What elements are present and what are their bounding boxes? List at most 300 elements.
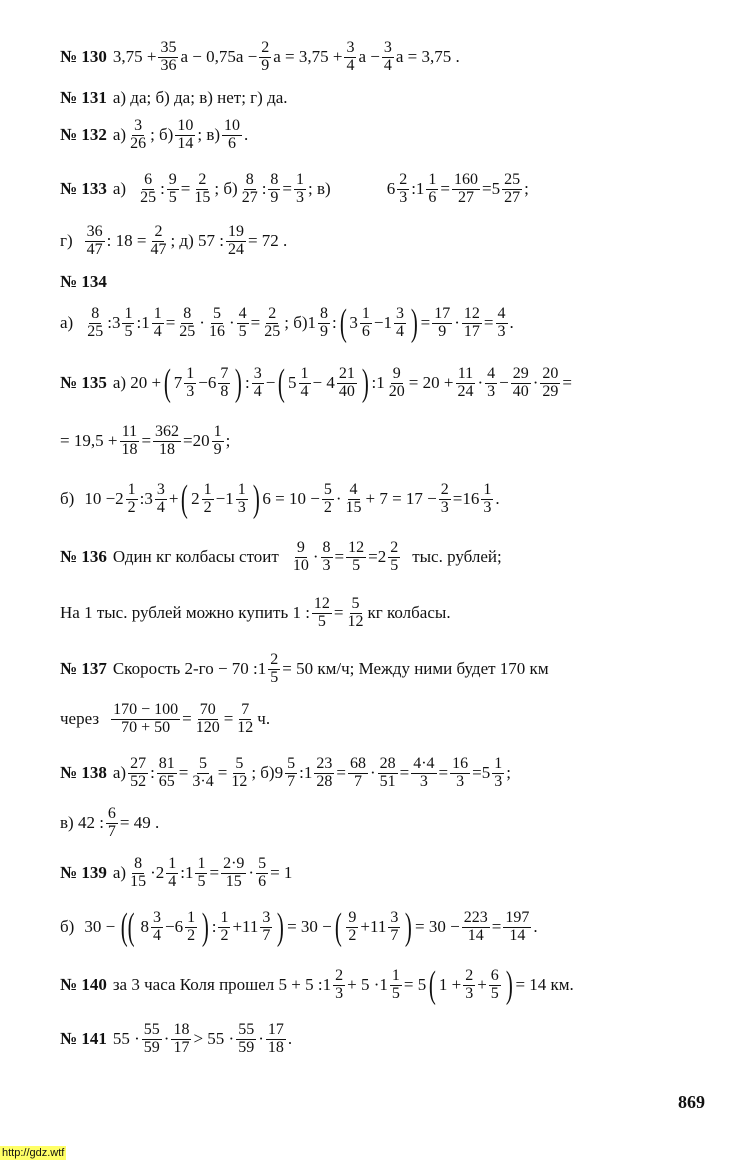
whole-part: 5 xyxy=(491,179,501,199)
text-run: : 18 = xyxy=(106,231,147,251)
denominator: 27 xyxy=(504,188,521,206)
solution-line xyxy=(60,172,713,207)
text-run: · xyxy=(312,547,319,567)
denominator: 70 + 50 xyxy=(121,718,171,736)
text-run: : xyxy=(245,373,250,393)
text-run: · xyxy=(335,489,342,509)
mixed-number xyxy=(370,910,402,945)
numerator: 23 xyxy=(316,755,333,772)
denominator: 6 xyxy=(228,134,237,152)
numerator: 17 xyxy=(267,1021,284,1038)
fraction xyxy=(128,118,148,153)
denominator: 3·4 xyxy=(192,772,214,790)
numerator: 12 xyxy=(463,305,480,322)
text-run: ; в) xyxy=(197,125,221,145)
fraction xyxy=(322,482,334,517)
denominator: 14 xyxy=(467,926,484,944)
mixed-number xyxy=(175,910,200,945)
text-run: − xyxy=(265,373,276,393)
fraction xyxy=(432,306,452,341)
denominator: 9 xyxy=(320,322,329,340)
mixed-number xyxy=(112,306,137,341)
text-run: ; в) xyxy=(308,179,331,199)
text-run: + xyxy=(360,917,371,937)
fraction xyxy=(333,968,345,1003)
denominator: 4 xyxy=(253,382,262,400)
numerator: 5 xyxy=(258,855,267,872)
text-run: = xyxy=(482,179,492,199)
text-run: = xyxy=(141,431,152,451)
mixed-number xyxy=(193,424,226,459)
fraction xyxy=(192,172,212,207)
whole-part: 6 xyxy=(174,917,184,937)
text-run: · xyxy=(532,373,539,393)
text-run: . xyxy=(287,1029,293,1049)
numerator: 1 xyxy=(361,305,370,322)
text-run: + xyxy=(168,489,179,509)
mixed-number xyxy=(191,482,216,517)
mixed-number xyxy=(416,172,441,207)
fraction xyxy=(236,482,248,517)
numerator: 1 xyxy=(494,755,503,772)
text-run: ; б) xyxy=(284,313,308,333)
text-run: : xyxy=(261,179,267,199)
text-run: б) xyxy=(60,917,75,937)
mixed-number xyxy=(379,968,404,1003)
whole-part: 3 xyxy=(349,313,358,333)
denominator: 7 xyxy=(262,926,271,944)
denominator: 3 xyxy=(494,772,503,790)
fraction xyxy=(260,910,272,945)
solution-line xyxy=(60,118,713,153)
fraction xyxy=(346,910,358,945)
solution-line xyxy=(60,596,713,631)
whole-part: 2 xyxy=(377,547,387,567)
fraction xyxy=(195,856,207,891)
text-run: : xyxy=(136,313,142,333)
whole-part: 1 xyxy=(141,313,150,333)
denominator: 5 xyxy=(391,984,400,1002)
fraction xyxy=(337,366,357,401)
fraction xyxy=(348,756,368,791)
whole-part: 20 xyxy=(192,431,210,451)
denominator: 3 xyxy=(456,772,465,790)
big-parenthesis: ) xyxy=(361,362,369,405)
numerator: 3 xyxy=(152,909,161,926)
numerator: 3 xyxy=(396,305,404,322)
fraction xyxy=(390,968,402,1003)
whole-part: 1 xyxy=(415,179,425,199)
fraction xyxy=(166,856,178,891)
text-run: a − xyxy=(358,47,380,67)
fraction xyxy=(360,306,372,341)
numerator: 1 xyxy=(428,171,437,188)
exercise-number: № 138 xyxy=(60,763,107,783)
numerator: 4 xyxy=(349,481,358,498)
text-run: 1 + xyxy=(438,975,462,995)
text-run: − xyxy=(499,373,509,393)
text-run: за 3 часа Коля прошел 5 + 5 : xyxy=(112,975,323,995)
denominator: 59 xyxy=(238,1038,255,1056)
denominator: 17 xyxy=(463,322,480,340)
denominator: 18 xyxy=(121,440,138,458)
fraction xyxy=(111,702,180,737)
denominator: 15 xyxy=(225,872,242,890)
denominator: 40 xyxy=(338,382,355,400)
text-run: = xyxy=(209,863,220,883)
mixed-number xyxy=(349,306,374,341)
numerator: 1 xyxy=(124,305,133,322)
denominator: 14 xyxy=(509,926,526,944)
whole-part: 5 xyxy=(288,373,297,393)
exercise-number: № 135 xyxy=(60,373,107,393)
numerator: 8 xyxy=(270,171,279,188)
numerator: 1 xyxy=(186,365,195,382)
fraction xyxy=(462,910,490,945)
exercise-number: № 133 xyxy=(60,179,107,199)
denominator: 12 xyxy=(347,612,364,630)
fraction xyxy=(426,172,438,207)
text-run: = xyxy=(282,179,293,199)
numerator: 9 xyxy=(296,539,305,556)
fraction xyxy=(382,40,394,75)
mixed-number xyxy=(462,482,495,517)
fraction xyxy=(155,482,167,517)
denominator: 120 xyxy=(195,718,220,736)
numerator: 12 xyxy=(313,595,330,612)
mixed-number xyxy=(376,366,409,401)
fraction xyxy=(312,596,332,631)
numerator: 2 xyxy=(465,967,474,984)
fraction xyxy=(240,172,260,207)
numerator: 2 xyxy=(399,171,408,188)
numerator: 5 xyxy=(212,305,221,322)
denominator: 14 xyxy=(177,134,194,152)
text-run: б) xyxy=(60,489,75,509)
mixed-number xyxy=(208,366,233,401)
denominator: 3 xyxy=(322,556,331,574)
denominator: 5 xyxy=(317,612,326,630)
denominator: 4 xyxy=(346,56,355,74)
numerator: 7 xyxy=(241,701,250,718)
text-run: в) 42 : xyxy=(60,813,104,833)
fraction xyxy=(153,424,181,459)
fraction xyxy=(256,856,268,891)
numerator: 20 xyxy=(542,365,559,382)
denominator: 12 xyxy=(237,718,254,736)
numerator: 18 xyxy=(173,1021,190,1038)
denominator: 20 xyxy=(388,382,405,400)
denominator: 4 xyxy=(153,322,162,340)
exercise-number: № 134 xyxy=(60,272,107,291)
fraction xyxy=(294,172,306,207)
numerator: 8 xyxy=(134,855,143,872)
text-run: . xyxy=(495,489,500,509)
denominator: 7 xyxy=(287,772,296,790)
fraction xyxy=(175,118,195,153)
text-run: : xyxy=(180,863,185,883)
text-run: · xyxy=(248,863,255,883)
text-run: = xyxy=(440,179,451,199)
text-run: = 14 км. xyxy=(515,975,574,995)
fraction xyxy=(388,910,400,945)
denominator: 5 xyxy=(197,872,206,890)
exercise-number: № 141 xyxy=(60,1029,107,1049)
text-run: + 7 = 17 − xyxy=(365,489,437,509)
fraction xyxy=(122,306,134,341)
numerator: 11 xyxy=(121,423,138,440)
whole-part: 3 xyxy=(111,313,121,333)
numerator: 1 xyxy=(237,481,246,498)
fraction xyxy=(540,366,560,401)
numerator: 3 xyxy=(253,365,262,382)
text-run: а) xyxy=(112,125,127,145)
numerator: 10 xyxy=(224,117,241,134)
text-run: 55 · xyxy=(112,1029,140,1049)
mixed-number xyxy=(185,856,210,891)
numerator: 6 xyxy=(490,967,499,984)
whole-part: 11 xyxy=(242,917,259,937)
fraction xyxy=(148,224,168,259)
denominator: 9 xyxy=(438,322,447,340)
numerator: 2 xyxy=(268,305,277,322)
text-run: а) xyxy=(112,763,127,783)
fraction xyxy=(202,482,214,517)
text-run: = xyxy=(165,313,176,333)
solution-line xyxy=(60,906,713,949)
mixed-number xyxy=(308,306,333,341)
numerator: 7 xyxy=(220,365,229,382)
denominator: 5 xyxy=(390,556,399,574)
whole-part: 1 xyxy=(379,975,388,995)
fraction xyxy=(285,756,297,791)
numerator: 6 xyxy=(107,805,116,822)
whole-part: 1 xyxy=(225,489,234,509)
numerator: 16 xyxy=(452,755,469,772)
fraction xyxy=(266,1022,286,1057)
denominator: 2 xyxy=(348,926,357,944)
denominator: 5 xyxy=(168,188,177,206)
fraction xyxy=(455,366,475,401)
numerator: 1 xyxy=(168,855,177,872)
text-run: кг колбасы. xyxy=(367,603,451,623)
mixed-number xyxy=(258,652,283,687)
denominator: 3 xyxy=(483,498,492,516)
text-run: = 20 + xyxy=(408,373,454,393)
numerator: 1 xyxy=(300,365,309,382)
text-run: · xyxy=(477,373,484,393)
text-run: : xyxy=(160,179,165,199)
text-run: 30 − xyxy=(84,917,116,937)
numerator: 81 xyxy=(158,755,175,772)
solution-line xyxy=(60,272,713,292)
whole-part: 3 xyxy=(144,489,153,509)
whole-part: 2 xyxy=(191,489,200,509)
exercise-number: № 131 xyxy=(60,88,107,107)
numerator: 1 xyxy=(483,481,492,498)
numerator: 8 xyxy=(245,171,254,188)
text-run: + xyxy=(477,975,487,995)
numerator: 3 xyxy=(156,481,165,498)
denominator: 36 xyxy=(160,56,177,74)
text-run: − xyxy=(164,917,175,937)
text-run: a = 3,75 . xyxy=(395,47,460,67)
fraction xyxy=(177,306,197,341)
fraction xyxy=(388,540,400,575)
numerator: 11 xyxy=(457,365,474,382)
denominator: 3 xyxy=(186,382,195,400)
big-parenthesis: ) xyxy=(405,906,413,949)
text-run: а) да; б) да; в) нет; г) да. xyxy=(112,88,288,107)
numerator: 1 xyxy=(296,171,305,188)
numerator: 160 xyxy=(454,171,479,188)
numerator: 8 xyxy=(322,539,331,556)
text-run: = xyxy=(491,917,502,937)
solution-line xyxy=(60,302,713,345)
numerator: 223 xyxy=(463,909,488,926)
denominator: 25 xyxy=(87,322,104,340)
numerator: 1 xyxy=(220,909,229,926)
denominator: 4 xyxy=(383,56,392,74)
denominator: 18 xyxy=(267,1038,284,1056)
fraction xyxy=(106,806,118,841)
text-run: = 72 . xyxy=(247,231,288,251)
fraction xyxy=(502,172,522,207)
solution-line xyxy=(60,40,713,75)
denominator: 5 xyxy=(490,984,499,1002)
exercise-number: № 137 xyxy=(60,659,107,679)
text-run: : xyxy=(150,763,155,783)
denominator: 65 xyxy=(158,772,175,790)
text-run: через xyxy=(60,709,100,729)
numerator: 36 xyxy=(86,223,103,240)
denominator: 4 xyxy=(156,498,165,516)
numerator: 1 xyxy=(213,423,222,440)
text-run: = xyxy=(399,763,410,783)
solution-line xyxy=(60,224,713,259)
text-run: = xyxy=(562,373,572,393)
fraction xyxy=(344,482,364,517)
mixed-number xyxy=(141,306,166,341)
fraction xyxy=(218,910,230,945)
fraction xyxy=(85,306,105,341)
fraction xyxy=(463,968,475,1003)
whole-part: 1 xyxy=(383,313,392,333)
fraction xyxy=(450,756,470,791)
denominator: 17 xyxy=(173,1038,190,1056)
fraction xyxy=(218,366,230,401)
numerator: 9 xyxy=(348,909,357,926)
whole-part: 16 xyxy=(462,489,480,509)
big-parenthesis: ) xyxy=(410,302,418,345)
denominator: 3 xyxy=(399,188,408,206)
text-run: : xyxy=(411,179,416,199)
fraction xyxy=(268,172,280,207)
fraction xyxy=(128,756,148,791)
numerator: 1 xyxy=(127,481,136,498)
text-run: · xyxy=(369,763,376,783)
fraction xyxy=(492,756,504,791)
fraction xyxy=(142,1022,162,1057)
denominator: 5 xyxy=(270,668,279,686)
source-watermark: http://gdz.wtf xyxy=(2,1147,65,1159)
mixed-number xyxy=(492,172,525,207)
fraction xyxy=(259,40,271,75)
denominator: 2 xyxy=(203,498,212,516)
text-run: = xyxy=(483,313,494,333)
whole-part: 1 xyxy=(303,763,313,783)
solution-line xyxy=(60,652,713,687)
fraction xyxy=(346,596,366,631)
mixed-number xyxy=(482,756,507,791)
fraction xyxy=(235,702,255,737)
denominator: 3 xyxy=(335,984,344,1002)
denominator: 3 xyxy=(465,984,474,1002)
fraction xyxy=(439,482,451,517)
mixed-number xyxy=(115,482,140,517)
text-run: : xyxy=(139,489,145,509)
big-parenthesis: ( xyxy=(339,302,347,345)
fraction xyxy=(496,306,508,341)
fraction xyxy=(138,172,158,207)
text-run: а) 20 + xyxy=(112,373,162,393)
denominator: 15 xyxy=(345,498,362,516)
mixed-number xyxy=(156,856,181,891)
solution-line xyxy=(60,88,713,108)
denominator: 12 xyxy=(231,772,248,790)
fraction xyxy=(85,224,105,259)
fraction xyxy=(268,652,280,687)
text-run: = xyxy=(217,763,228,783)
solution-line xyxy=(60,806,713,841)
denominator: 7 xyxy=(107,822,116,840)
numerator: 4 xyxy=(497,305,506,322)
solution-line xyxy=(60,362,713,405)
denominator: 5 xyxy=(352,556,361,574)
fraction xyxy=(229,756,249,791)
text-run: : xyxy=(332,313,337,333)
denominator: 5 xyxy=(124,322,133,340)
whole-part: 11 xyxy=(370,917,387,937)
numerator: 2 xyxy=(440,481,449,498)
denominator: 24 xyxy=(457,382,474,400)
whole-part: 9 xyxy=(274,763,284,783)
mixed-number xyxy=(144,482,169,517)
numerator: 1 xyxy=(153,305,162,322)
denominator: 28 xyxy=(316,772,333,790)
text-run: = 19,5 + xyxy=(60,431,118,451)
text-run: . xyxy=(244,125,249,145)
text-run: + xyxy=(232,917,243,937)
denominator: 3 xyxy=(440,498,449,516)
numerator: 55 xyxy=(238,1021,255,1038)
whole-part: 6 xyxy=(207,373,217,393)
whole-part: 1 xyxy=(322,975,332,995)
denominator: 3 xyxy=(237,498,246,516)
text-run: тыс. рублей; xyxy=(412,547,502,567)
exercise-number: № 132 xyxy=(60,125,107,145)
solution-line xyxy=(60,1022,713,1057)
mixed-number xyxy=(387,172,412,207)
fraction xyxy=(157,756,177,791)
denominator: 3 xyxy=(487,382,496,400)
numerator: 1 xyxy=(197,855,206,872)
fraction xyxy=(207,306,227,341)
big-parenthesis: ) xyxy=(277,906,285,949)
text-run: + 5 · xyxy=(347,975,380,995)
text-run: а) xyxy=(112,863,127,883)
text-run: 10 − xyxy=(84,489,116,509)
